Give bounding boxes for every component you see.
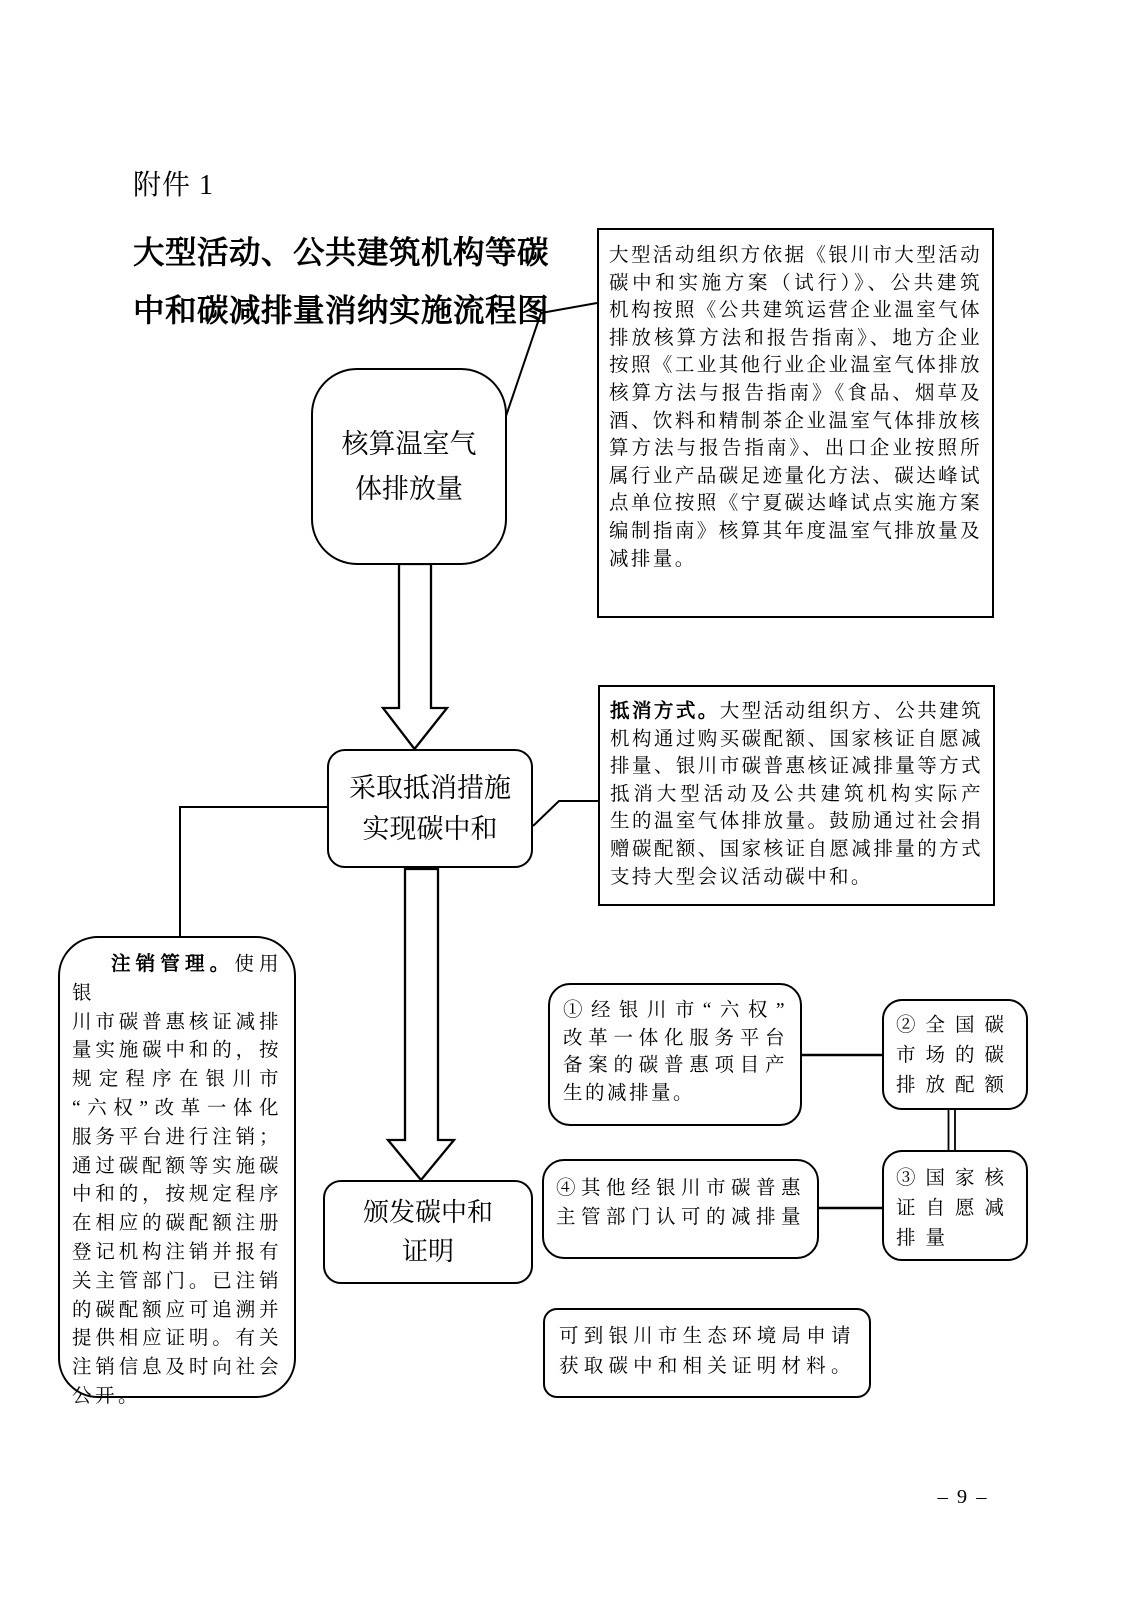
note-box-accounting <box>597 228 994 618</box>
flow-arrow-2 <box>388 869 454 1180</box>
cancellation-note-text: 川市碳普惠核证减排 量实施碳中和的，按 规定程序在银川市 “六权”改革一体化 服务平台进行注销； 通过碳配额等实施碳 中和的，按规定程序 在相应的碳配额注册 登记机构注销并报有 关主管部门。已注销 的碳配额应可追溯并 提供相应证明。有关 注销信息及时向社会 公开。 <box>72 1011 282 1407</box>
note-box-request <box>543 1308 871 1398</box>
offset-note-lead: 抵消方式。 <box>610 701 720 722</box>
step-box-issue <box>323 1180 533 1284</box>
cancellation-note-first-line <box>72 951 282 1009</box>
step-accounting-label: 核算温室气 体排放量 <box>341 428 477 504</box>
item4-text: ④其他经银川市碳普惠 主管部门认可的减排量 <box>556 1178 805 1228</box>
step-issue-label: 颁发碳中和 证明 <box>362 1197 493 1266</box>
step-box-accounting <box>311 368 507 565</box>
item-box-2 <box>882 999 1028 1110</box>
cancellation-connector-line <box>180 807 327 938</box>
item1-text: ①经银川市“六权” 改革一体化服务平台 备案的碳普惠项目产 生的减排量。 <box>563 1000 787 1104</box>
offset-note-text: 机构通过购买碳配额、国家核证自愿减 排量、银川市碳普惠核证减排量等方式 抵消大型活动及公共建筑机构实际产 生的温室气体排放量。鼓励通过社会捐 赠碳配额、国家核证自愿减排量的方式 支持大型会议活动碳中和。 <box>610 728 983 888</box>
attachment-label: 附件 1 <box>133 170 215 201</box>
offset-callout-line <box>533 801 598 826</box>
offset-note-first-line <box>610 698 983 726</box>
request-note-text: 可到银川市生态环境局申请 获取碳中和相关证明材料。 <box>559 1326 855 1377</box>
step-box-offset <box>327 749 533 868</box>
item-box-3 <box>882 1150 1028 1261</box>
item-box-1 <box>548 983 802 1126</box>
accounting-note-text: 大型活动组织方依据《银川市大型活动 碳中和实施方案（试行）》、公共建筑 机构按照《公共建筑运营企业温室气体 排放核算方法和报告指南》、地方企业 按照《工业其他行业企业温室气体排放 核算方法与报告指南》《食品、烟草及 酒、饮料和精制茶企业温室气体排放核 算方法与报告指南》、出口企业按照所 属行业产品碳足迹量化方法、碳达峰试 点单位按照《宁夏碳达峰试点实施方案 编制指南》核算其年度温室气排放量及 减排量。 <box>609 245 982 570</box>
flow-arrow-1 <box>383 564 447 749</box>
step-offset-label: 采取抵消措施 实现碳中和 <box>349 772 511 844</box>
item3-text: ③国家核 证自愿减 排量 <box>896 1168 1015 1249</box>
doc-title-line-1: 大型活动、公共建筑机构等碳 <box>133 235 550 270</box>
cancellation-note-first-line-rest: 使用银 <box>72 954 282 1004</box>
note-box-cancellation <box>58 936 296 1407</box>
note-box-offset <box>598 685 995 906</box>
doc-title-line-2: 中和碳减排量消纳实施流程图 <box>133 293 550 328</box>
offset-note-first-line-rest: 大型活动组织方、公共建筑 <box>719 701 983 722</box>
page-number: – 9 – <box>937 1486 989 1508</box>
cancellation-note-lead: 注销管理。 <box>111 954 235 975</box>
item-box-4 <box>542 1159 819 1259</box>
item2-text: ②全国碳 市场的碳 排放配额 <box>896 1015 1015 1096</box>
